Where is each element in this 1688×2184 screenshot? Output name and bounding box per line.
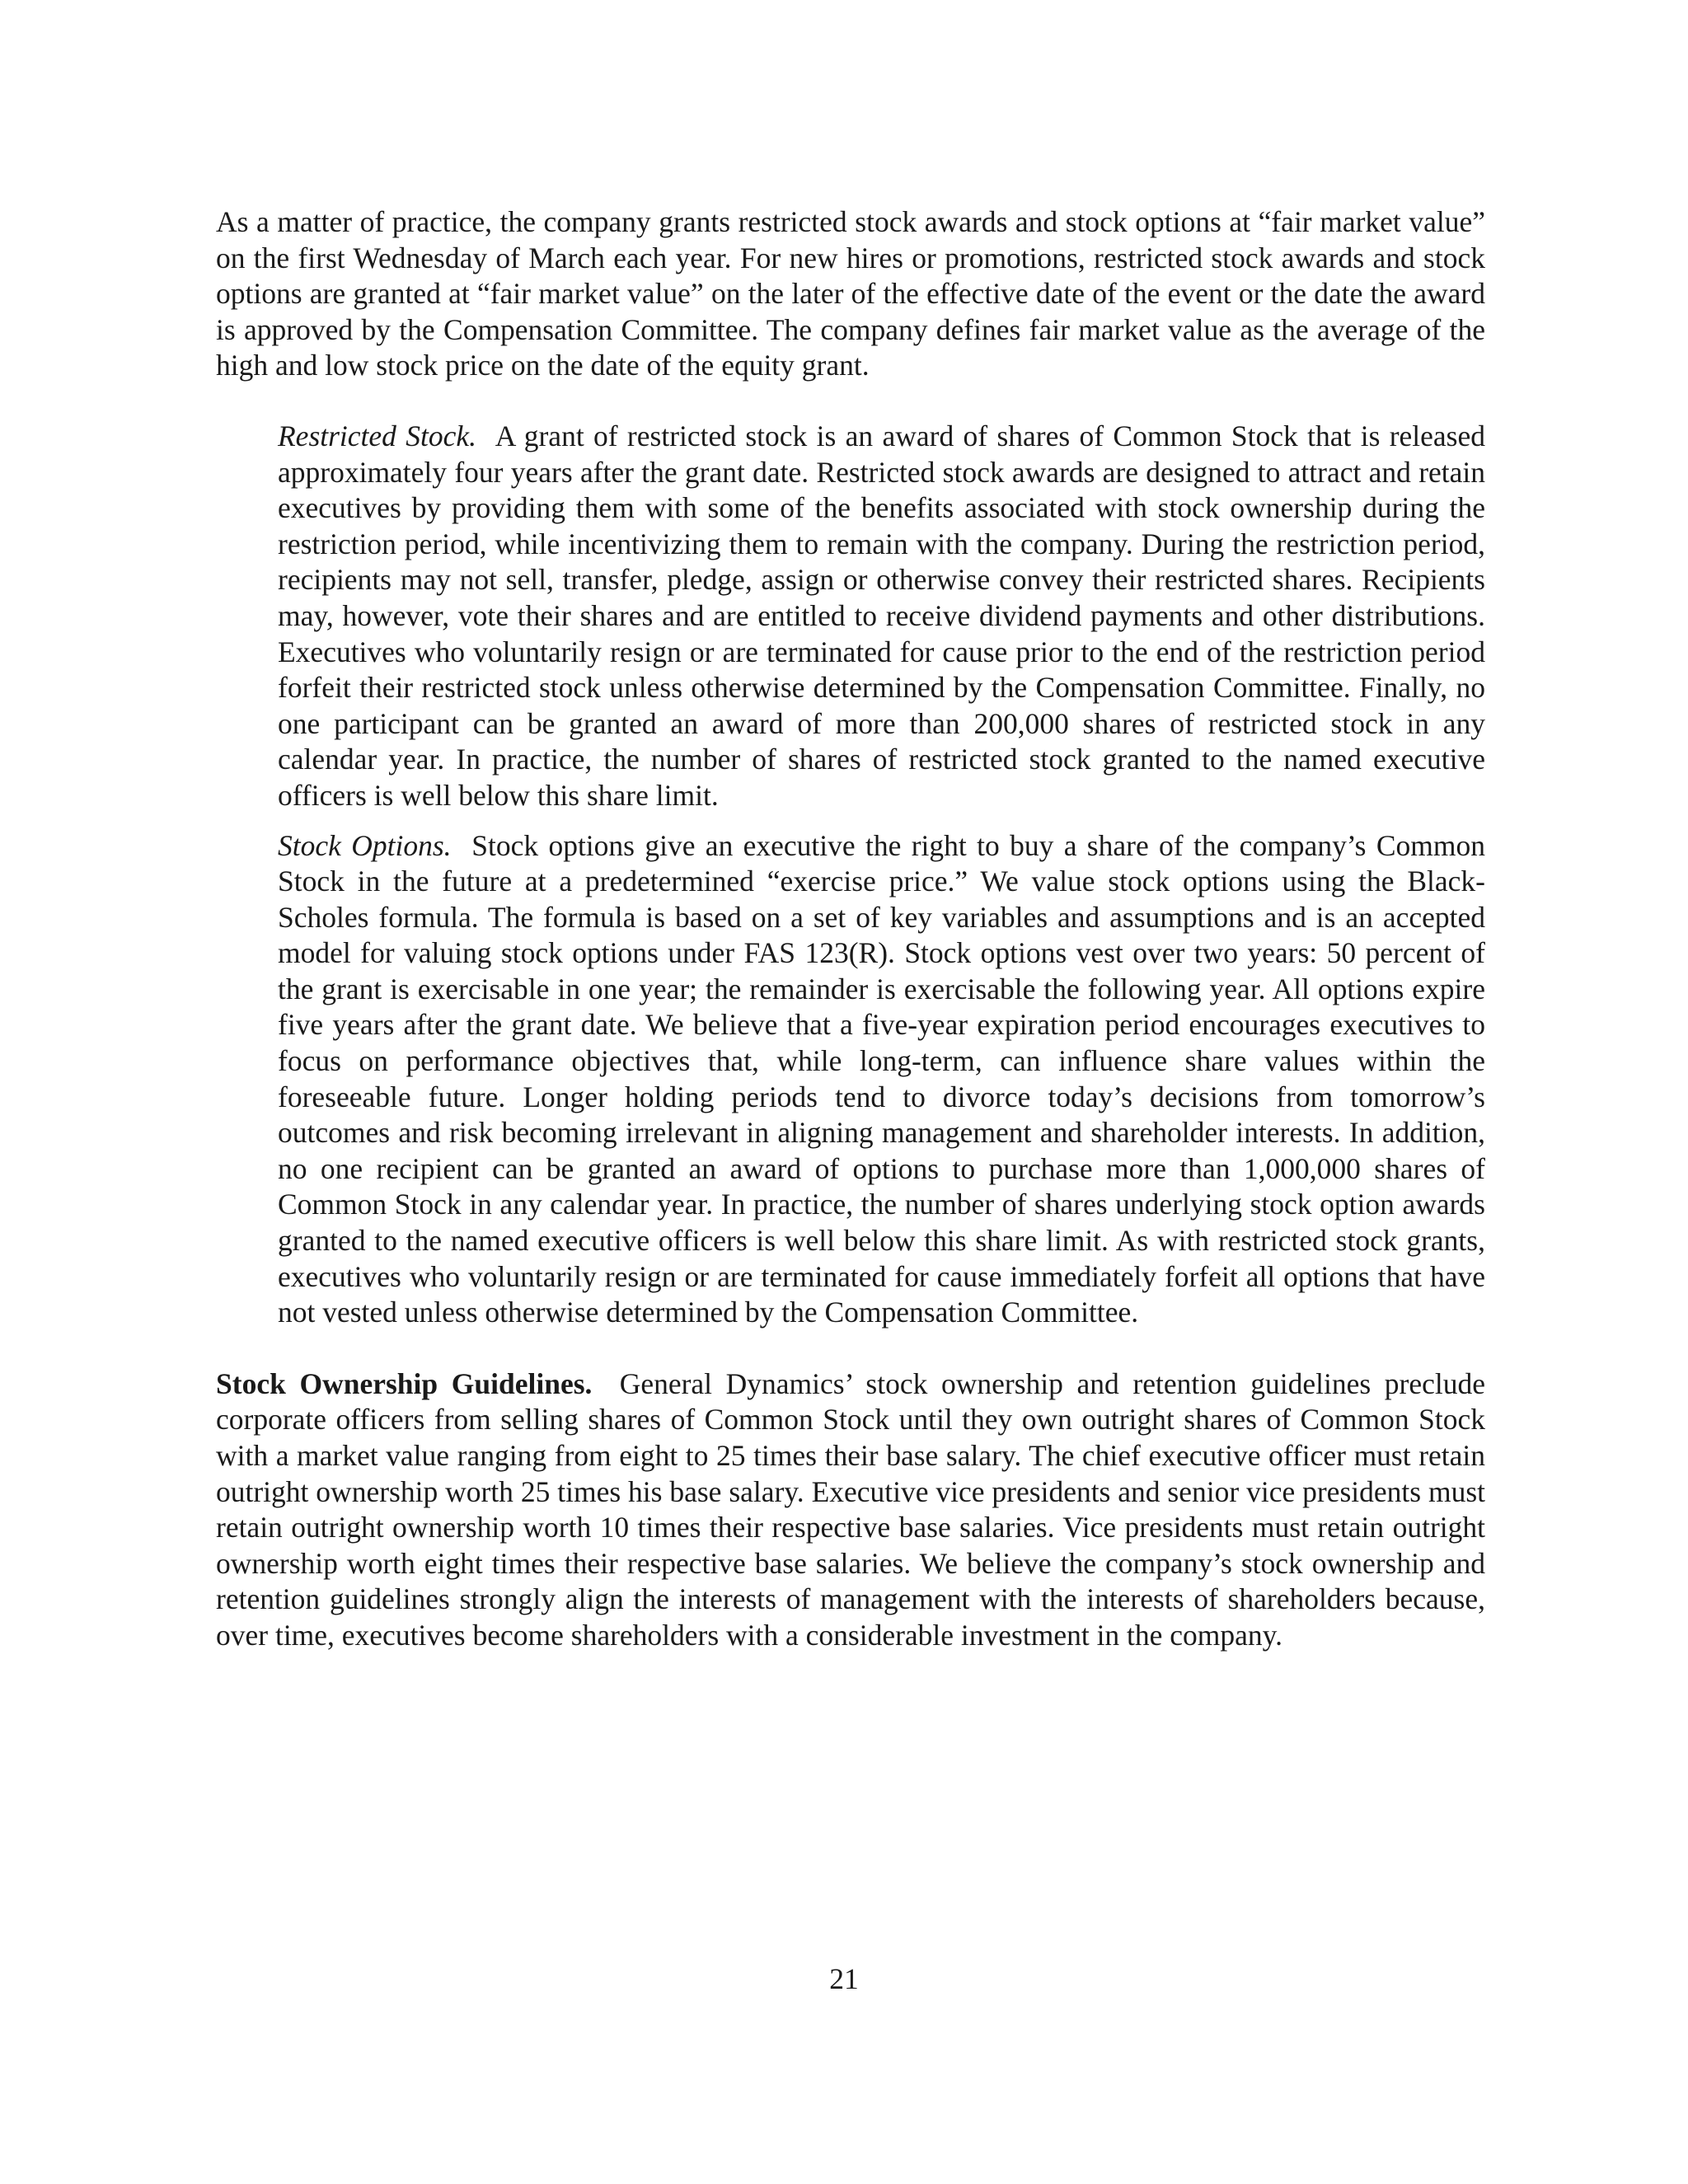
ownership-guidelines-paragraph bbox=[216, 1366, 1485, 1654]
intro-paragraph: As a matter of practice, the company grants restricted stock awards and stock options at “fair market value” on the first Wednesday of March each year. For new hires or promotions, restricted stock awards and stock options are granted at “fair market value” on the later of the effective date of the event or the date the award is approved by the Compensation Committee. The company defines fair market value as the average of the high and low stock price on the date of the equity grant. bbox=[216, 205, 1485, 382]
stock-options-paragraph bbox=[278, 828, 1485, 1331]
restricted-stock-body: A grant of restricted stock is an award of shares of Common Stock that is released approximately four years after the grant date. Restricted stock awards are designed to attract and retain executives by providing them with some of the benefits associated with stock ownership during the restriction period, while incentivizing them to remain with the company. During the restriction period, recipients may not sell, transfer, pledge, assign or otherwise convey their restricted shares. Recipients may, however, vote their shares and are entitled to receive dividend payments and other distributions. Executives who voluntarily resign or are terminated for cause prior to the end of the restriction period forfeit their restricted stock unless otherwise determined by the Compensation Committee. Finally, no one participant can be granted an award of more than 200,000 shares of restricted stock in any calendar year. In practice, the number of shares of restricted stock granted to the named executive officers is well below this share limit. bbox=[278, 419, 1485, 812]
stock-options-heading: Stock Options. bbox=[278, 828, 452, 862]
stock-options-body: Stock options give an executive the right to buy a share of the company’s Common Stock in the future at a predetermined “exercise price.” We value stock options using the Black-Scholes formula. The formula is based on a set of key variables and assumptions and is an accepted model for valuing stock options under FAS 123(R). Stock options vest over two years: 50 percent of the grant is exercisable in one year; the remainder is exercisable the following year. All options expire five years after the grant date. We believe that a five-year expiration period encourages executives to focus on performance objectives that, while long-term, can influence share values within the foreseeable future. Longer holding periods tend to divorce today’s decisions from tomorrow’s outcomes and risk becoming irrelevant in aligning management and shareholder interests. In addition, no one recipient can be granted an award of options to purchase more than 1,000,000 shares of Common Stock in any calendar year. In practice, the number of shares underlying stock option awards granted to the named executive officers is well below this share limit. As with restricted stock grants, executives who voluntarily resign or are terminated for cause immediately forfeit all options that have not vested unless otherwise determined by the Compensation Committee. bbox=[278, 828, 1485, 1329]
restricted-stock-paragraph bbox=[278, 419, 1485, 814]
page-number: 21 bbox=[829, 1962, 859, 1995]
ownership-guidelines-body: General Dynamics’ stock ownership and retention guidelines preclude corporate officers from selling shares of Common Stock until they own outright shares of Common Stock with a market value ranging from eight to 25 times their base salary. The chief executive officer must retain outright ownership worth 25 times his base salary. Executive vice presidents and senior vice presidents must retain outright ownership worth 10 times their respective base salaries. Vice presidents must retain outright ownership worth eight times their respective base salaries. We believe the company’s stock ownership and retention guidelines strongly align the interests of management with the interests of shareholders because, over time, executives become shareholders with a considerable investment in the company. bbox=[216, 1366, 1486, 1652]
restricted-stock-heading: Restricted Stock. bbox=[278, 419, 477, 452]
ownership-guidelines-heading: Stock Ownership Guidelines. bbox=[216, 1366, 593, 1400]
document-page bbox=[216, 204, 1485, 1654]
